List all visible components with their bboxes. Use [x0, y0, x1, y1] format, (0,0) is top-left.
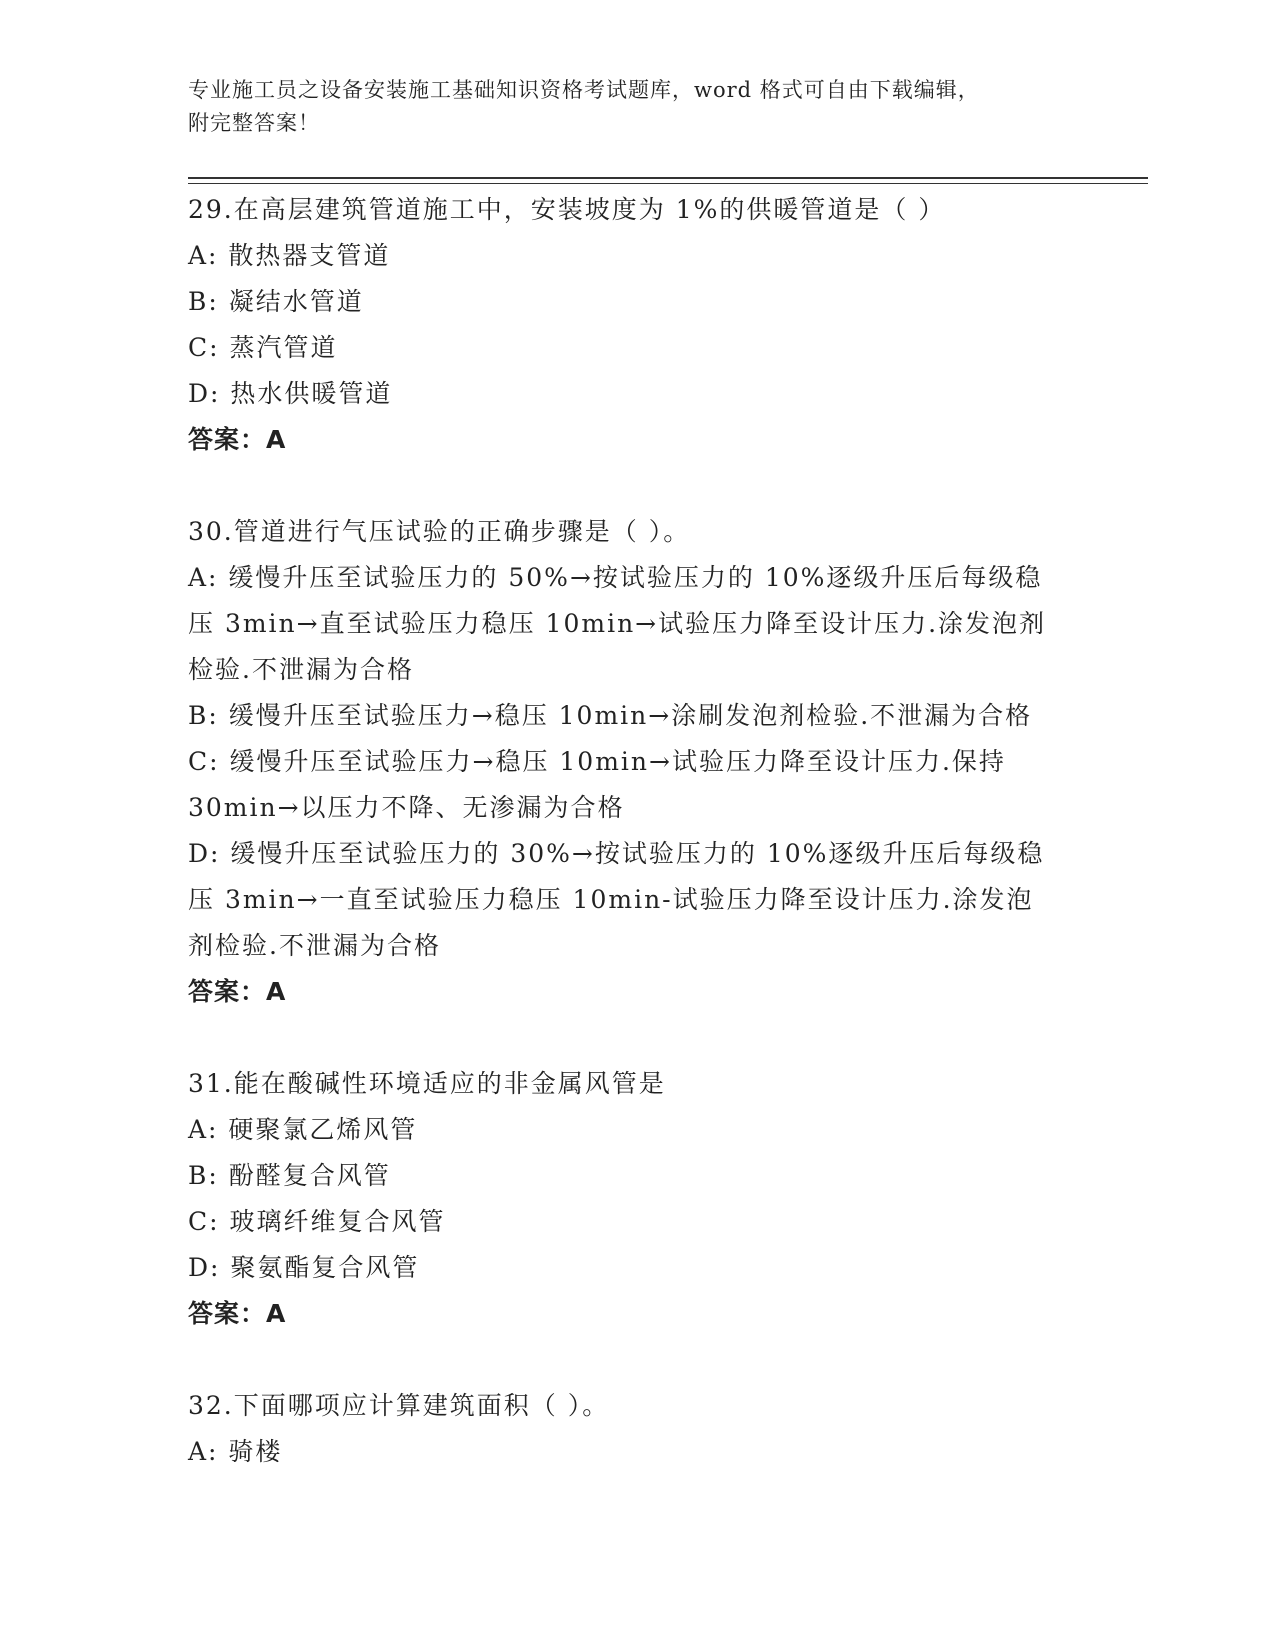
option-d-line-1: D: 缓慢升压至试验压力的 30%→按试验压力的 10%逐级升压后每级稳: [188, 839, 1045, 868]
option-d: D: 聚氨酯复合风管: [188, 1253, 420, 1282]
question-32: [188, 1383, 1088, 1475]
question-stem: 30.管道进行气压试验的正确步骤是（ ）。: [188, 517, 691, 546]
question-stem: 32.下面哪项应计算建筑面积（ ）。: [188, 1391, 610, 1420]
option-d: D: 热水供暖管道: [188, 379, 393, 408]
header-divider-thin: [188, 183, 1148, 184]
question-stem: 29.在高层建筑管道施工中，安装坡度为 1%的供暖管道是（ ）: [188, 195, 946, 224]
option-c-line-1: C: 缓慢升压至试验压力→稳压 10min→试验压力降至设计压力.保持: [188, 747, 1006, 776]
option-d-line-2: 压 3min→一直至试验压力稳压 10min-试验压力降至设计压力.涂发泡: [188, 885, 1034, 914]
option-c: C: 蒸汽管道: [188, 333, 338, 362]
header-line-2: 附完整答案！: [188, 111, 320, 135]
question-31: [188, 1061, 1088, 1337]
header-divider-thick: [188, 177, 1148, 179]
option-a-line-2: 压 3min→直至试验压力稳压 10min→试验压力降至设计压力.涂发泡剂: [188, 609, 1047, 638]
answer-label: 答案：A: [188, 977, 287, 1006]
option-b: B: 缓慢升压至试验压力→稳压 10min→涂刷发泡剂检验.不泄漏为合格: [188, 701, 1033, 730]
header-line-1: 专业施工员之设备安装施工基础知识资格考试题库，word 格式可自由下载编辑，: [188, 78, 980, 102]
question-list: [188, 187, 1088, 1521]
option-b: B: 酚醛复合风管: [188, 1161, 391, 1190]
question-30: [188, 509, 1088, 1015]
question-stem: 31.能在酸碱性环境适应的非金属风管是: [188, 1069, 666, 1098]
answer-label: 答案：A: [188, 1299, 287, 1328]
document-header: [188, 74, 1068, 140]
option-b: B: 凝结水管道: [188, 287, 364, 316]
option-c-line-2: 30min→以压力不降、无渗漏为合格: [188, 793, 625, 822]
question-29: [188, 187, 1088, 463]
option-a: A: 骑楼: [188, 1437, 283, 1466]
answer-label: 答案：A: [188, 425, 287, 454]
option-a-line-3: 检验.不泄漏为合格: [188, 655, 414, 684]
option-d-line-3: 剂检验.不泄漏为合格: [188, 931, 441, 960]
option-a-line-1: A: 缓慢升压至试验压力的 50%→按试验压力的 10%逐级升压后每级稳: [188, 563, 1043, 592]
option-a: A: 散热器支管道: [188, 241, 391, 270]
option-a: A: 硬聚氯乙烯风管: [188, 1115, 418, 1144]
option-c: C: 玻璃纤维复合风管: [188, 1207, 446, 1236]
